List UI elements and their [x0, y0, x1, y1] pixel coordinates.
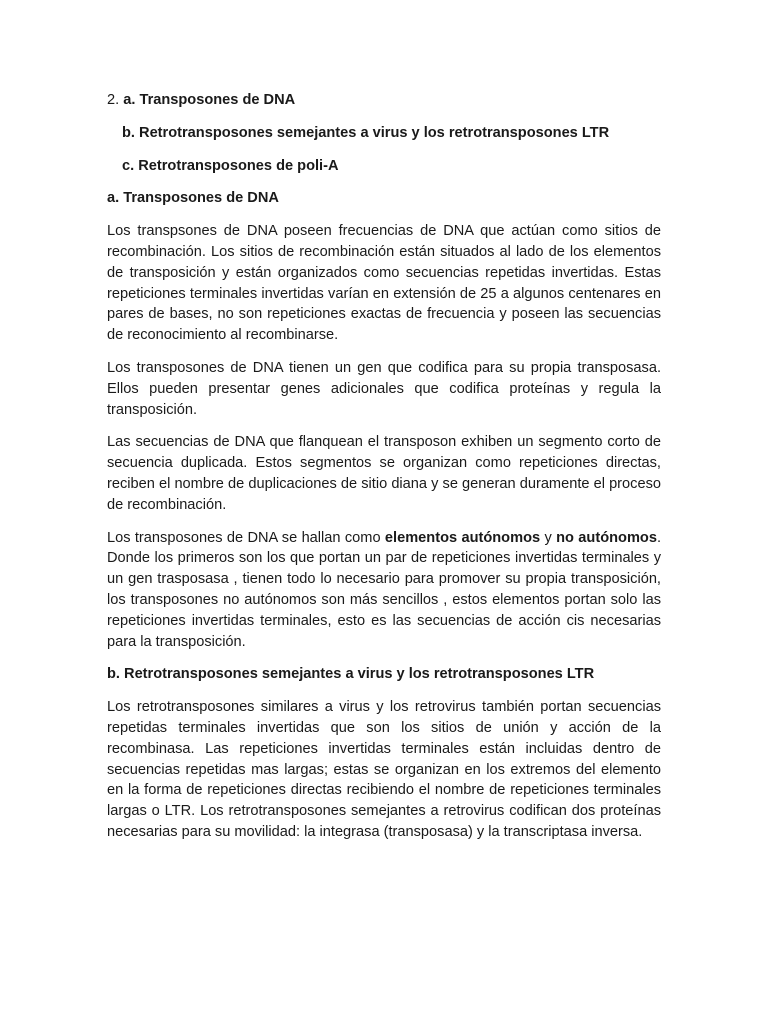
outline-item-b: b. Retrotransposones semejantes a virus y los retrotransposones LTR — [122, 124, 610, 141]
outline-item-c: c. Retrotransposones de poli-A — [122, 157, 339, 174]
section-b-paragraph-1: Los retrotransposones similares a virus y los retrovirus también portan secuencias repetidas terminales invertidas que son los sitios de unión y acción de la recombinasa. Las repeticiones invertidas terminales están incluidas dentro de secuencias repetidas mas largas; estas se organizan en los extremos del elemento en la forma de repeticiones directas recibiendo el nombre de repeticiones terminales largas o LTR. Los retrotransposones semejantes a retrovirus codifican dos proteínas necesarias para su movilidad: la integrasa (transposasa) y la transcriptasa inversa. — [107, 699, 661, 840]
section-a-heading: a. Transposones de DNA — [107, 190, 279, 207]
p4-bold-non-autonomous: no autónomos — [556, 529, 657, 546]
outline-item-a-label: a. Transposones de DNA — [123, 92, 296, 108]
document-page — [107, 90, 661, 855]
section-a-paragraph-3: Las secuencias de DNA que flanquean el transposon exhiben un segmento corto de secuencia duplicada. Estos segmentos se organizan como repeticiones directas, reciben el nombre de duplicaciones de sitio diana y se generan duramente el proceso de recombinación. — [107, 434, 661, 513]
outline-number: 2. — [107, 92, 120, 108]
p4-bold-autonomous: elementos autónomos — [384, 529, 541, 546]
p4-start: Los transposones de DNA se hallan como — [107, 529, 385, 546]
p4-mid: y — [540, 529, 557, 546]
section-a-paragraph-4 — [107, 528, 661, 653]
section-a-paragraph-2: Los transposones de DNA tienen un gen que codifica para su propia transposasa. Ellos pueden presentar genes adicionales que codifica proteínas y regula la transposición. — [107, 359, 661, 418]
section-a-paragraph-1: Los transpsones de DNA poseen frecuencias de DNA que actúan como sitios de recombinación. Los sitios de recombinación están situados al lado de los elementos de transposición y están organizados como secuencias repetidas invertidas. Estas repeticiones terminales invertidas varían en extensión de 25 a algunos centenares en pares de bases, no son repeticiones exactas de frecuencia y poseen las secuencias de reconocimiento al recombinarse. — [107, 223, 661, 344]
section-b-heading: b. Retrotransposones semejantes a virus y los retrotransposones LTR — [107, 666, 595, 683]
outline-item-a — [107, 90, 661, 111]
p4-end: . Donde los primeros son los que portan un par de repeticiones invertidas terminales y un gen trasposasa , tienen todo lo necesario para promover su propia transposición, los transposones no autónomos son más sencillos , estos elementos portan solo las repeticiones invertidas terminales, esto es las secuencias de acción cis necesarias para la transposición. — [107, 529, 662, 650]
